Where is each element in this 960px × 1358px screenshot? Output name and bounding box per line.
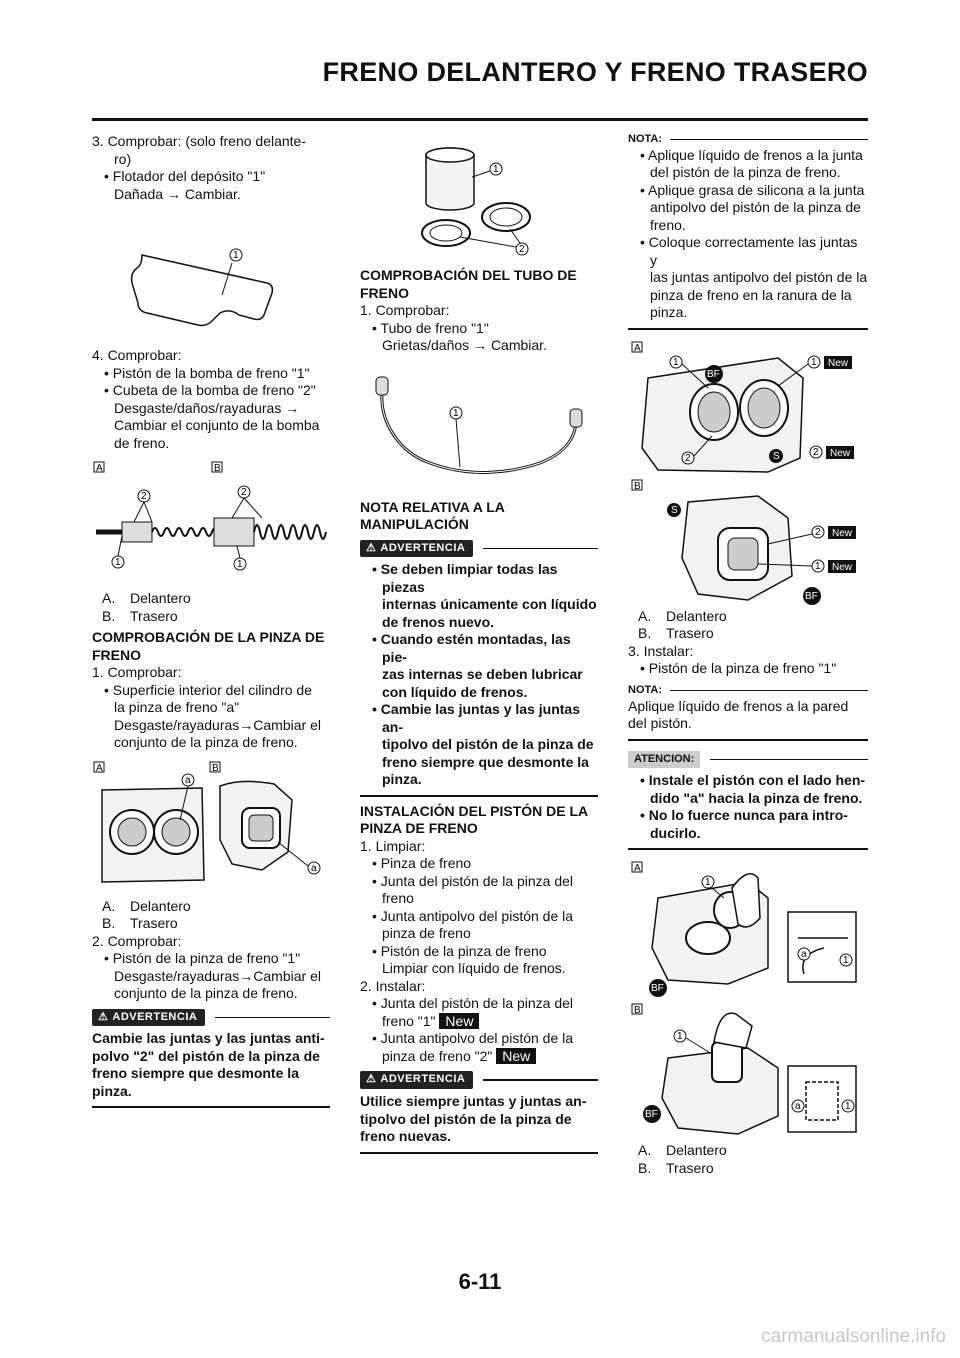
caption-b: B. Trasero — [102, 915, 178, 931]
note-header: NOTA: — [628, 684, 868, 698]
figure-tag-b: B — [634, 480, 641, 492]
page-number: 6-11 — [458, 1269, 502, 1294]
warning-badge: ⚠ ADVERTENCIA — [92, 1009, 205, 1027]
callout-a: a — [185, 774, 191, 786]
step-2: 2. Instalar: — [360, 977, 426, 994]
caution-text: • No lo fuerce nunca para intro- — [640, 807, 848, 824]
callout-a: a — [801, 949, 807, 961]
warning-icon: ⚠ — [366, 541, 377, 554]
warning-text: freno nuevas. — [360, 1128, 452, 1144]
warning-text: • Se deben limpiar todas las piezas — [372, 561, 558, 595]
warning-badge: ⚠ ADVERTENCIA — [360, 1071, 473, 1089]
warning-text: de frenos nuevo. — [382, 613, 495, 630]
note-text: pinza. — [650, 304, 688, 321]
bullet: • Flotador del depósito "1" — [104, 168, 266, 184]
bullet: • Junta antipolvo del pistón de la — [372, 907, 574, 924]
callout-1: 1 — [453, 407, 459, 419]
note-text: del pistón de la pinza de freno. — [650, 164, 841, 181]
caption-a: A. Delantero — [638, 1142, 727, 1159]
bullet-cont: de freno. — [114, 434, 170, 451]
bullet: • Tubo de freno "1" — [372, 319, 489, 336]
warning-badge: ⚠ ADVERTENCIA — [360, 540, 473, 558]
figure-tag-b: B — [634, 1005, 641, 1017]
warning-text: pinza. — [382, 771, 422, 788]
s-icon: S — [773, 450, 780, 462]
warning-end-rule — [360, 1152, 598, 1154]
warning-icon: ⚠ — [98, 1010, 109, 1023]
bullet-cont: Dañada → Cambiar. — [114, 185, 241, 202]
step-3-cont: ro) — [114, 150, 132, 167]
bullet-cont: freno "1" New — [360, 1013, 598, 1031]
page-title: FRENO DELANTERO Y FRENO TRASERO — [322, 57, 868, 87]
s-icon: S — [671, 504, 678, 516]
callout-2: 2 — [685, 452, 691, 464]
figure-caliper-seals — [628, 338, 868, 608]
section-title-cont: FRENO — [92, 646, 141, 663]
bullet-cont: Desgaste/rayaduras→Cambiar el — [114, 716, 321, 733]
warning-text: freno siempre que desmonte la — [92, 1065, 299, 1082]
figure-tag-a: A — [96, 463, 103, 474]
warning-text: pinza. — [92, 1082, 132, 1099]
new-badge: New — [830, 447, 851, 459]
section-title-cont: FRENO — [360, 284, 409, 301]
warning-text: tipolvo del pistón de la pinza de — [382, 736, 594, 753]
new-badge: New — [832, 561, 853, 573]
figure-master-cylinder-piston — [92, 460, 330, 590]
callout-2: 2 — [813, 446, 819, 458]
bullet-cont: freno — [382, 890, 414, 907]
note-end-rule — [628, 739, 868, 741]
caption-b: B. Trasero — [638, 1159, 714, 1176]
callout-1: 1 — [845, 1101, 851, 1113]
callout-2: 2 — [241, 487, 247, 498]
figure-caliper-cylinders — [92, 760, 330, 898]
bf-icon: BF — [645, 1109, 658, 1121]
step-1: 1. Comprobar: — [360, 302, 450, 318]
bf-icon: BF — [651, 983, 664, 995]
callout-1: 1 — [705, 877, 711, 889]
note-end-rule — [628, 328, 868, 330]
caution-end-rule — [628, 848, 868, 850]
new-badge: New — [439, 1013, 479, 1029]
warning-end-rule — [360, 795, 598, 797]
callout-1: 1 — [811, 356, 817, 368]
warning-header — [92, 1009, 330, 1027]
caption-a: A. Delantero — [638, 607, 727, 624]
bullet: • Junta del pistón de la pinza del — [372, 872, 574, 889]
section-title: NOTA RELATIVA A LA — [360, 498, 505, 515]
callout-1: 1 — [673, 356, 679, 368]
warning-end-rule — [92, 1106, 330, 1108]
figure-tag-b: B — [212, 762, 219, 774]
new-badge: New — [832, 527, 853, 539]
figure-tag-a: A — [634, 342, 641, 354]
bullet-cont: Desgaste/rayaduras→Cambiar el — [114, 967, 321, 984]
warning-text: zas internas se deben lubricar — [382, 666, 583, 683]
warning-header — [360, 540, 598, 558]
bullet: • Pistón de la pinza de freno "1" — [640, 660, 837, 677]
callout-1: 1 — [115, 557, 121, 568]
warning-text: con líquido de frenos. — [382, 683, 528, 700]
warning-text: internas únicamente con líquido — [382, 596, 597, 613]
note-text: • Coloque correctamente las juntas y — [640, 234, 858, 268]
bullet: • Pinza de freno — [372, 855, 472, 872]
warning-text: • Cuando estén montadas, las pie- — [372, 631, 571, 665]
bullet-cont: conjunto de la pinza de freno. — [114, 985, 298, 1001]
step-3: 3. Comprobar: (solo freno delante- — [92, 133, 306, 149]
caution-header — [628, 751, 868, 769]
note-text: las juntas antipolvo del pistón de la — [650, 269, 868, 286]
step-4: 4. Comprobar: — [92, 347, 182, 363]
column-1 — [92, 133, 330, 1114]
warning-header — [360, 1071, 598, 1089]
callout-1: 1 — [493, 164, 499, 175]
note-text: antipolvo del pistón de la pinza de — [650, 199, 861, 216]
caption-a: A. Delantero — [102, 897, 191, 914]
bullet: • Pistón de la pinza de freno — [372, 942, 547, 959]
bullet-cont: Grietas/daños → Cambiar. — [382, 337, 547, 353]
callout-1: 1 — [237, 559, 243, 570]
note-text: Aplique líquido de frenos a la pared — [628, 697, 849, 714]
note-text: • Aplique grasa de silicona a la junta — [640, 181, 865, 198]
warning-text: tipolvo del pistón de la pinza de — [360, 1110, 572, 1127]
warning-text: • Cambie las juntas y las juntas an- — [372, 701, 580, 735]
callout-a: a — [795, 1101, 801, 1113]
column-3 — [628, 133, 868, 1177]
note-text: pinza de freno en la ranura de la — [650, 286, 852, 303]
bullet-cont: pinza de freno "2" New — [360, 1048, 598, 1066]
bullet-cont: pinza de freno — [382, 925, 471, 942]
callout-2: 2 — [815, 526, 821, 538]
section-title: COMPROBACIÓN DE LA PINZA DE — [92, 629, 325, 645]
section-title: COMPROBACIÓN DEL TUBO DE — [360, 267, 577, 283]
figure-tag-a: A — [634, 863, 641, 875]
note-text: del pistón. — [628, 715, 692, 731]
caution-badge: ATENCION: — [628, 751, 700, 769]
header-rule — [92, 118, 868, 121]
callout-1: 1 — [843, 955, 849, 967]
note-header: NOTA: — [628, 133, 868, 147]
note-text: • Aplique líquido de frenos a la junta — [640, 146, 863, 163]
callout-a: a — [311, 862, 317, 874]
bullet-cont: conjunto de la pinza de freno. — [114, 734, 298, 750]
bf-icon: BF — [805, 590, 818, 602]
warning-text: Cambie las juntas y las juntas anti- — [92, 1030, 325, 1047]
watermark: carmanualsonline.info — [761, 1326, 946, 1347]
caution-text: • Instale el pistón con el lado hen- — [640, 772, 866, 789]
figure-master-piston-cups — [360, 133, 598, 263]
bullet: • Pistón de la bomba de freno "1" — [104, 364, 310, 381]
step-1: 1. Comprobar: — [92, 664, 182, 680]
section-title-cont: MANIPULACIÓN — [360, 516, 469, 532]
caution-text: ducirlo. — [650, 824, 701, 841]
callout-1: 1 — [677, 1031, 683, 1043]
figure-tag-a: A — [96, 762, 103, 774]
warning-text: polvo "2" del pistón de la pinza de — [92, 1047, 320, 1064]
caution-text: dido "a" hacia la pinza de freno. — [650, 789, 863, 806]
new-badge: New — [828, 357, 849, 369]
figure-brake-hose — [360, 363, 598, 495]
new-badge: New — [496, 1048, 536, 1064]
warning-icon: ⚠ — [366, 1073, 377, 1086]
bullet: • Junta del pistón de la pinza del — [372, 995, 574, 1012]
bullet-cont: Desgaste/daños/rayaduras → — [114, 399, 300, 416]
section-title-cont: PINZA DE FRENO — [360, 820, 478, 837]
step-2: 2. Comprobar: — [92, 932, 182, 949]
step-3: 3. Instalar: — [628, 642, 694, 659]
bullet-cont: Limpiar con líquido de frenos. — [382, 960, 566, 977]
note-text: freno. — [650, 216, 686, 233]
figure-tag-b: B — [214, 463, 221, 474]
caption-b: B. Trasero — [102, 607, 178, 624]
bullet-cont: Cambiar el conjunto de la bomba — [114, 417, 320, 433]
caption-b: B. Trasero — [638, 625, 714, 642]
figure-piston-install — [628, 858, 868, 1142]
callout-2: 2 — [519, 244, 525, 255]
figure-float — [92, 203, 330, 347]
bullet-cont: la pinza de freno "a" — [114, 699, 240, 715]
bullet: • Junta antipolvo del pistón de la — [372, 1030, 574, 1047]
bullet: • Cubeta de la bomba de freno "2" — [104, 382, 316, 398]
bullet: • Superficie interior del cilindro de — [104, 681, 313, 698]
step-1: 1. Limpiar: — [360, 837, 426, 854]
section-title: INSTALACIÓN DEL PISTÓN DE LA — [360, 802, 589, 819]
callout-1: 1 — [815, 560, 821, 572]
warning-text: Utilice siempre juntas y juntas an- — [360, 1093, 587, 1109]
bullet: • Pistón de la pinza de freno "1" — [104, 950, 301, 966]
warning-text: freno siempre que desmonte la — [382, 753, 589, 770]
callout-1: 1 — [233, 250, 239, 261]
callout-2: 2 — [141, 491, 147, 502]
column-2 — [360, 133, 598, 1160]
caption-a: A. Delantero — [102, 590, 191, 606]
bf-icon: BF — [707, 368, 720, 380]
